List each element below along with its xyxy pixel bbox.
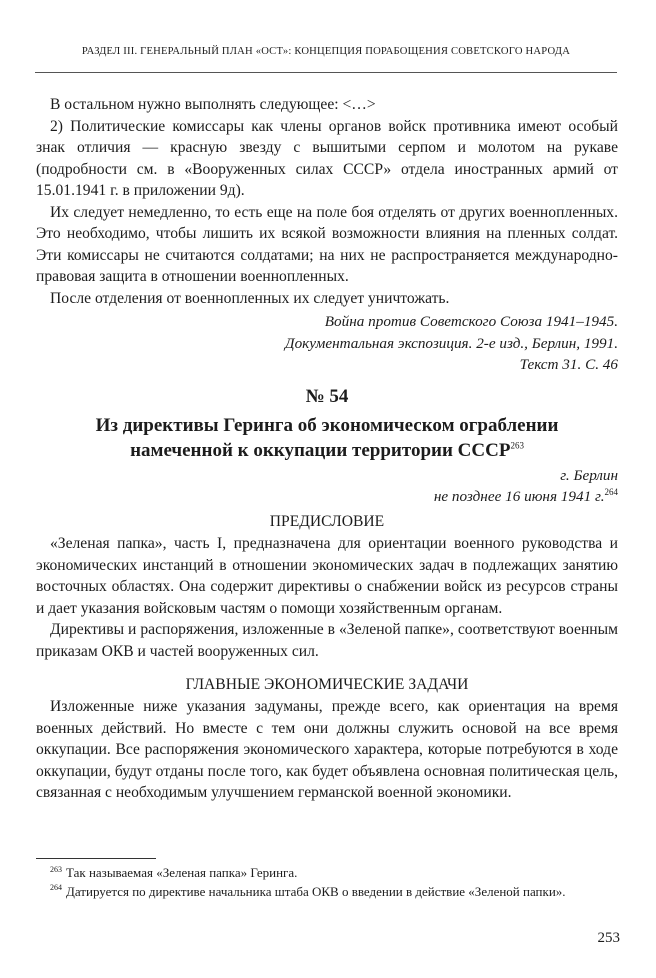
section-title: ГЛАВНЫЕ ЭКОНОМИЧЕСКИЕ ЗАДАЧИ	[185, 676, 469, 693]
document-title-text: намеченной к оккупации территории СССР	[130, 439, 511, 461]
paragraph: После отделения от военнопленных их следует уничтожать.	[50, 289, 450, 307]
paragraph: Директивы и распоряжения, изложенные в «Зеленой папке», соответствуют военным приказам ОКВ и частей вооруженных сил.	[36, 621, 618, 660]
paragraph: Их следует немедленно, то есть еще на поле боя отделять от других военнопленных. Это необходимо, чтобы лишить их всякой возможности влияния на пленных солдат. Эти комиссары не считаются солдатами; на них не распространяется международно-правовая защита в отношении военнопленных.	[36, 203, 618, 285]
footnote-number: 263	[50, 864, 62, 874]
paragraph: Изложенные ниже указания задуманы, прежде всего, как ориентация на время военных действий. Но вместе с тем они должны служить основой на все время оккупации. Все распоряжения экономического характера, которые потребуются в ходе оккупации, будут отданы после того, как будет объявлена основная политическая цель, связанная с необходимым улучшением германской военной экономики.	[36, 698, 618, 801]
running-head: РАЗДЕЛ III. ГЕНЕРАЛЬНЫЙ ПЛАН «ОСТ»: КОНЦЕПЦИЯ ПОРАБОЩЕНИЯ СОВЕТСКОГО НАРОДА	[81, 46, 571, 57]
paragraph: 2) Политические комиссары как члены органов войск противника имеют особый знак отличия — красную звезду с вышитыми серпом и молотом на рукаве (подробности см. в «Вооруженных силах СССР» отдела иностранных армий от 15.01.1941 г. в приложении 9д).	[36, 117, 618, 199]
footnote	[36, 864, 618, 883]
document-place: г. Берлин	[560, 466, 618, 484]
source-citation-line: Документальная экспозиция. 2-е изд., Берлин, 1991.	[284, 334, 618, 352]
header-divider	[35, 72, 617, 73]
document-title-line	[36, 438, 618, 463]
page-number: 253	[597, 930, 620, 946]
paragraph: В остальном нужно выполнять следующее: <…>	[50, 96, 376, 113]
footnote-divider	[36, 858, 156, 859]
document-date	[36, 486, 618, 508]
document-title-line: Из директивы Геринга об экономическом ограблении	[95, 414, 559, 436]
footnote-text: Датируется по директиве начальника штаба ОКВ о введении в действие «Зеленой папки».	[66, 883, 566, 899]
footnote-text: Так называемая «Зеленая папка» Геринга.	[66, 865, 298, 880]
footnote-number: 264	[50, 883, 62, 893]
footnotes	[36, 864, 618, 901]
source-citation-line: Война против Советского Союза 1941–1945.	[324, 313, 618, 330]
paragraph: «Зеленая папка», часть I, предназначена для ориентации военного руководства и экономических инстанций в отношении экономических задач в подлежащих занятию восточных областях. Она содержит директивы о снабжении войск из ресурсов страны и дает указания войсковым частям о помощи хозяйственным органам.	[36, 535, 618, 617]
footnote-ref: 263	[510, 440, 524, 451]
source-citation-line: Текст 31. С. 46	[519, 356, 618, 373]
document-date-text: не позднее 16 июня 1941 г.	[433, 487, 605, 505]
document-number: № 54	[305, 385, 349, 407]
page-body	[36, 94, 618, 804]
document-title	[36, 413, 618, 463]
footnote-ref: 264	[604, 486, 618, 497]
footnote	[36, 883, 618, 902]
section-title: ПРЕДИСЛОВИЕ	[269, 513, 385, 530]
